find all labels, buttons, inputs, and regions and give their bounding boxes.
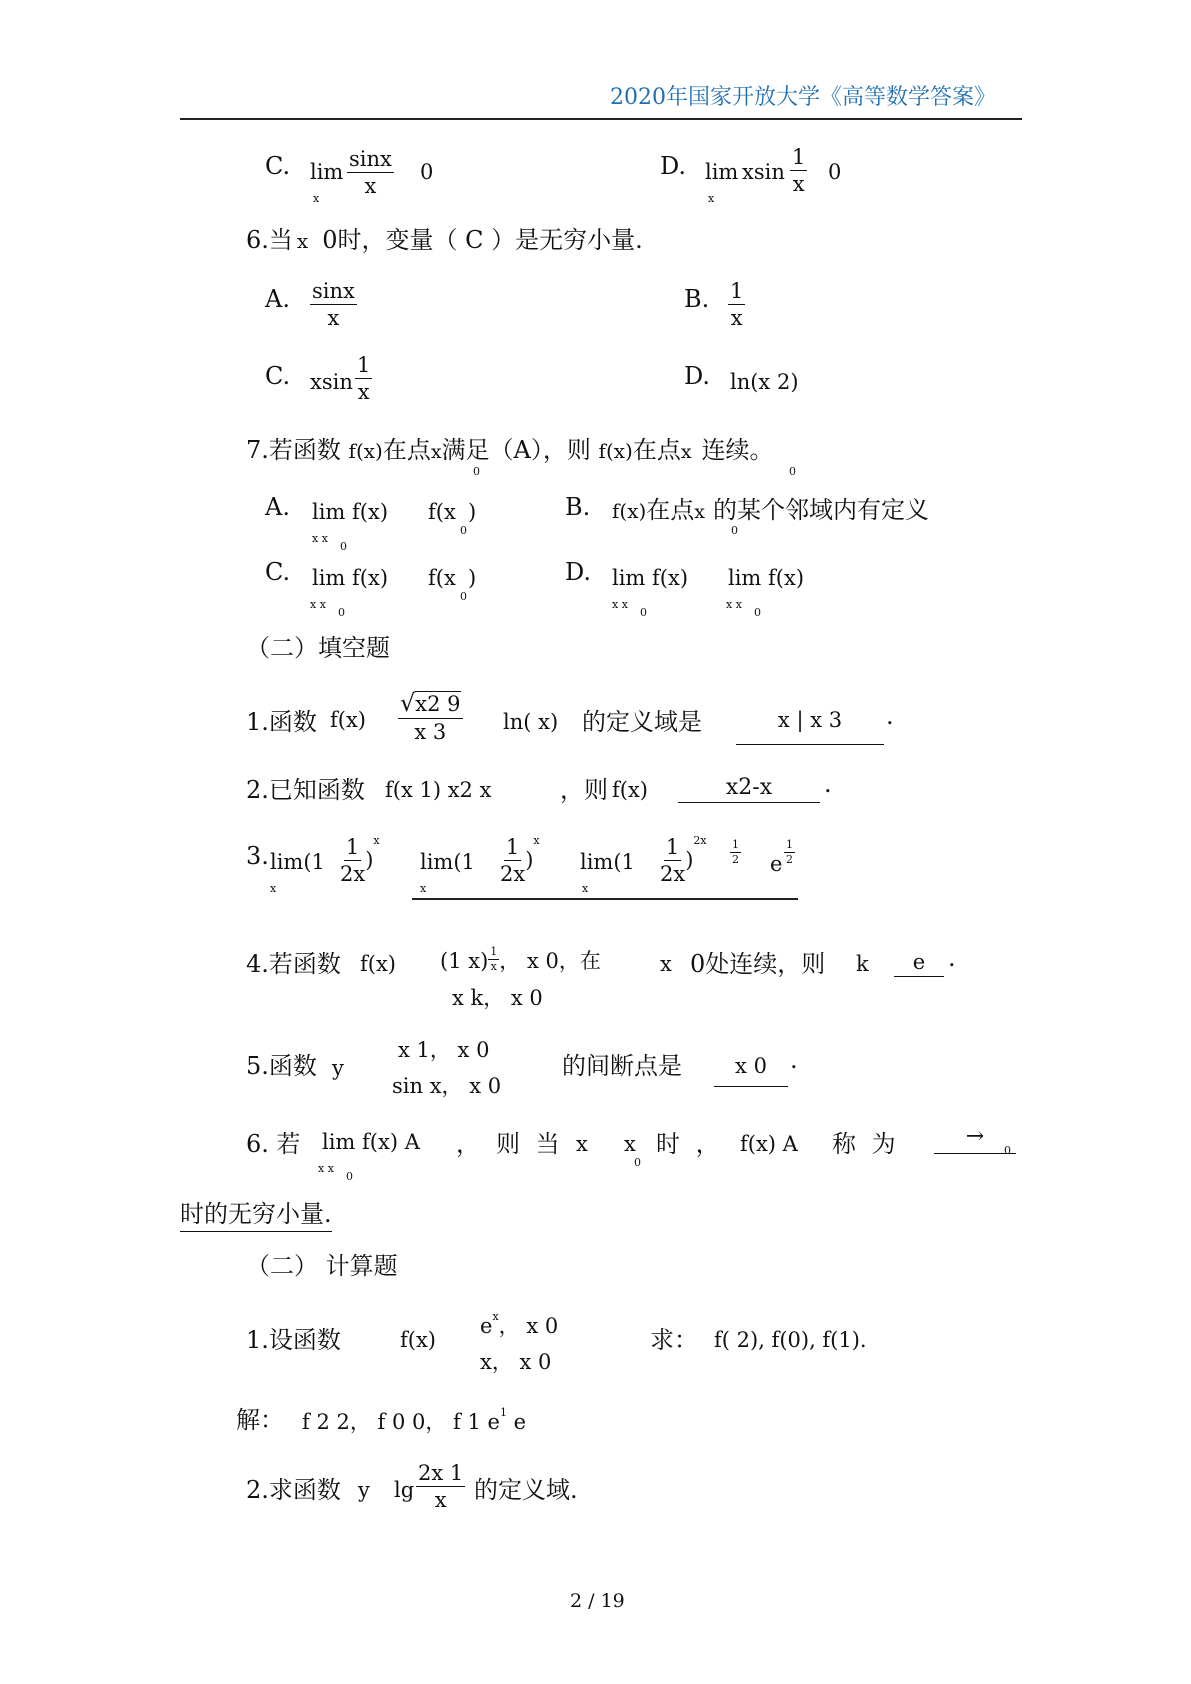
- limit-expression: lim f(x): [612, 566, 689, 590]
- expression-prefix: xsin: [742, 160, 785, 184]
- rhs-value: f(x: [428, 500, 456, 524]
- option-b-text: f(x)在点x 的某个邻域内有定义: [612, 496, 930, 524]
- limit-subscript: x: [708, 192, 715, 205]
- function-name: f(x): [330, 708, 367, 732]
- comma: ，: [456, 1130, 480, 1158]
- subscript: 0: [460, 524, 467, 537]
- fill-6-answer: →: [934, 1124, 1016, 1154]
- document-header-title: 2020年国家开放大学《高等数学答案》: [610, 85, 996, 110]
- page-number: 2 / 19: [570, 1590, 625, 1612]
- option-a-label: A.: [265, 285, 290, 313]
- fraction: $\frac{1}{2x}$ )$^x$: [340, 834, 380, 887]
- fill-6-continuation: 时的无穷小量.: [180, 1194, 332, 1232]
- fill-1-text: 的定义域是: [582, 708, 702, 736]
- calc-2-text: 的定义域.: [474, 1476, 578, 1504]
- function-name: f(x): [360, 952, 397, 976]
- calc-1-stem: 1.设函数: [246, 1326, 341, 1354]
- paren: ): [468, 566, 477, 590]
- fill-6-text: 时 ，: [656, 1130, 724, 1158]
- fraction: $\frac{1}{x}$: [730, 279, 744, 331]
- fill-2-answer: x2-x: [678, 775, 820, 803]
- calc-1-ask: 求：: [650, 1326, 698, 1354]
- exponent-fraction: $\frac{1}{2}$: [732, 838, 739, 866]
- equation: f(x 1) x2 x: [385, 778, 492, 802]
- piecewise-row-2: x， x 0: [480, 1350, 552, 1374]
- rhs-value: f(x: [428, 566, 456, 590]
- limit-expression: lim f(x): [312, 500, 389, 524]
- subscript: 0: [731, 524, 738, 537]
- limit-subscript-zero: 0: [340, 540, 347, 553]
- limit-expression: lim f(x) A: [322, 1130, 420, 1154]
- variable: x: [660, 952, 672, 976]
- limit-subscript-zero: 0: [338, 606, 345, 619]
- piecewise-row-1: (1 x) $^{\frac{1}{x}}$ ， x 0，在: [440, 945, 601, 973]
- piecewise-row-1: $e^x$， x 0: [480, 1310, 559, 1338]
- limit-subscript: x: [582, 882, 589, 895]
- fill-1-answer: x | x 3: [736, 708, 884, 745]
- fraction: $\frac{1}{2x}$ )$^{2x}$: [660, 834, 707, 887]
- option-c-label: C.: [265, 152, 291, 180]
- limit-subscript: x x: [310, 598, 326, 611]
- limit-subscript-zero: 0: [754, 606, 761, 619]
- fill-3-answer-line: [412, 898, 798, 900]
- fill-2-text: ，则: [560, 776, 608, 804]
- limit-expression: lim(1: [270, 850, 325, 874]
- fraction: $\frac{√x2 9}{x 3}$: [400, 689, 461, 744]
- option-c-label: C.: [265, 362, 291, 390]
- fraction: $\frac{1}{x}$: [792, 145, 806, 197]
- log-term: ln( x): [503, 710, 559, 734]
- section-title-fill-in: （二）填空题: [246, 634, 390, 662]
- expression: ln(x 2): [730, 370, 799, 394]
- fill-6-text: 称 为: [832, 1130, 900, 1158]
- euler-e: e: [770, 852, 783, 876]
- piecewise-row-2: sin x， x 0: [392, 1074, 502, 1098]
- limit-subscript: x x: [318, 1162, 334, 1175]
- fill-5-stem: 5.函数: [246, 1052, 317, 1080]
- expression-prefix: xsin: [310, 370, 353, 394]
- calc-2-stem: 2.求函数: [246, 1476, 341, 1504]
- option-a-label: A.: [265, 493, 290, 521]
- section-title-calculation: （二） 计算题: [246, 1252, 398, 1280]
- option-b-label: B.: [565, 493, 591, 521]
- question-6-stem: 6.当 x 0时，变量（ C ）是无穷小量.: [246, 226, 643, 254]
- fill-6-text: 则 当: [496, 1130, 564, 1158]
- solution-label: 解：: [236, 1406, 284, 1434]
- period: .: [948, 944, 956, 972]
- subscript: 0: [1004, 1144, 1011, 1157]
- fill-3-stem: 3.: [246, 842, 269, 870]
- variable-y: y: [332, 1056, 344, 1080]
- exponent-fraction: $\frac{1}{2}$: [786, 838, 793, 866]
- option-d-label: D.: [684, 362, 711, 390]
- limit-expression: lim(1: [580, 850, 635, 874]
- limit-expression: lim: [705, 160, 739, 184]
- limit-subscript: x: [420, 882, 427, 895]
- limit-expression: lim(1: [420, 850, 475, 874]
- subscript: 0: [634, 1156, 641, 1169]
- fill-4-text: 0处连续，则: [690, 950, 826, 978]
- variable: x: [576, 1132, 588, 1156]
- subscript: 0: [789, 465, 796, 478]
- option-b-label: B.: [684, 285, 710, 313]
- limit-subscript: x x: [726, 598, 742, 611]
- header-rule: [180, 118, 1022, 120]
- option-d-label: D.: [660, 152, 687, 180]
- period: .: [886, 702, 894, 730]
- question-7-stem: 7.若函数 f(x)在点x满足（A），则 f(x)在点x 连续。: [246, 436, 774, 464]
- fill-2-stem: 2.已知函数: [246, 776, 365, 804]
- fill-5-answer: x 0: [714, 1054, 788, 1087]
- calc-1-targets: f( 2), f(0), f(1).: [714, 1328, 867, 1352]
- fill-4-stem: 4.若函数: [246, 950, 341, 978]
- subscript: 0: [473, 465, 480, 478]
- rhs-value: 0: [420, 160, 434, 184]
- rhs-value: 0: [828, 160, 842, 184]
- fill-1-stem: 1.函数: [246, 708, 317, 736]
- variable: x: [624, 1132, 636, 1156]
- fraction: $\frac{1}{2x}$ )$^x$: [500, 834, 540, 887]
- variable-k: k: [856, 952, 869, 976]
- fill-4-answer: e: [894, 950, 944, 977]
- limit-expression: lim f(x): [312, 566, 389, 590]
- function-name: f(x): [400, 1328, 437, 1352]
- fraction: $\frac{\sin x}{x}$: [312, 279, 355, 331]
- solution-expression: f 2 2， f 0 0， f 1 $e^1$ e: [302, 1406, 527, 1434]
- limit-subscript: x: [270, 882, 277, 895]
- variable-y: y: [358, 1478, 370, 1502]
- fill-5-text: 的间断点是: [562, 1052, 682, 1080]
- period: .: [790, 1046, 798, 1074]
- fraction: $\frac{1}{x}$: [357, 353, 371, 405]
- limit-subscript: x x: [612, 598, 628, 611]
- piecewise-row-2: x k， x 0: [452, 986, 543, 1010]
- option-c-label: C.: [265, 558, 291, 586]
- option-d-label: D.: [565, 558, 592, 586]
- limit-subscript: x: [313, 192, 320, 205]
- fraction: $\frac{\sin x}{x}$: [349, 147, 392, 199]
- fill-6-stem: 6. 若: [246, 1130, 301, 1158]
- piecewise-row-1: x 1， x 0: [398, 1038, 490, 1062]
- paren: ): [468, 500, 477, 524]
- period: .: [824, 770, 832, 798]
- limit-expression: lim f(x): [728, 566, 805, 590]
- limit-subscript-zero: 0: [346, 1170, 353, 1183]
- fraction: $\frac{2x 1}{x}$: [418, 1461, 464, 1513]
- limit-subscript-zero: 0: [640, 606, 647, 619]
- limit-subscript: x x: [312, 532, 328, 545]
- subscript: 0: [460, 590, 467, 603]
- function-name: f(x): [612, 778, 649, 802]
- expression: f(x) A: [740, 1132, 798, 1156]
- log-function: lg: [394, 1478, 415, 1502]
- limit-expression: lim: [310, 160, 344, 184]
